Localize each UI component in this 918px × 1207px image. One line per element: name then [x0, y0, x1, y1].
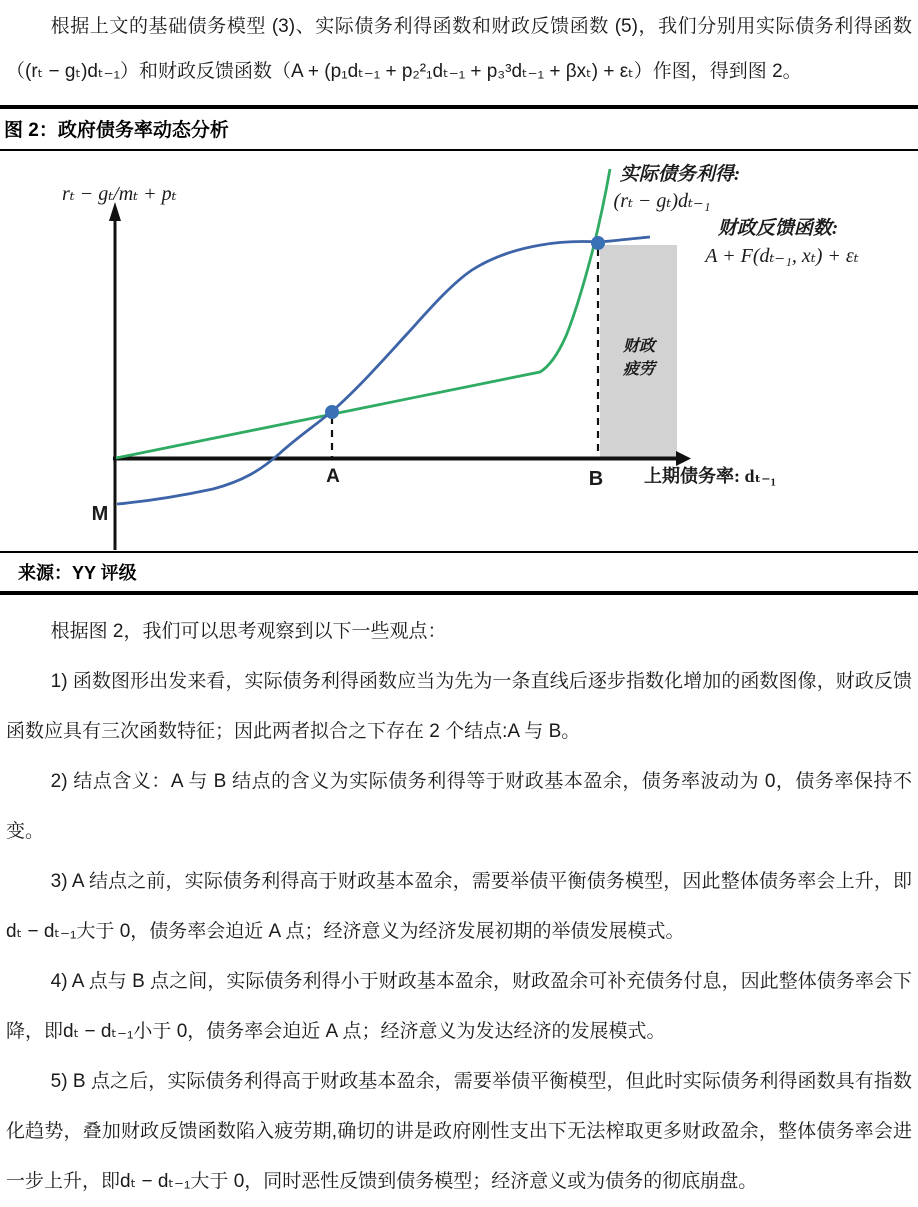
figure-title: 图 2：政府债务率动态分析	[0, 109, 918, 151]
y-axis-label: rₜ − gₜ/mₜ + pₜ	[62, 183, 177, 205]
debt-dynamics-chart	[0, 151, 918, 551]
point-a-label: A	[326, 466, 340, 487]
fiscal-feedback-curve	[117, 237, 650, 504]
observation-point-2: 2) 结点含义：A 与 B 结点的含义为实际债务利得等于财政基本盈余，债务率波动为 0，债务率保持不变。	[6, 771, 912, 842]
debt-gain-formula: (rₜ − gₜ)dₜ₋₁	[613, 190, 711, 212]
observation-point-5: 5) B 点之后，实际债务利得高于财政基本盈余，需要举债平衡模型，但此时实际债务利得函数具有指数化趋势，叠加财政反馈函数陷入疲劳期,确切的讲是政府刚性支出下无法榨取更多财政盈余，整体债务率会进一步上升，即dₜ − dₜ₋₁大于 0，同时恶性反馈到债务模型；经济意义或为债务的彻底崩盘。	[6, 1071, 912, 1192]
fiscal-feedback-formula: A + F(dₜ₋₁, xₜ) + εₜ	[705, 245, 859, 267]
observation-point-3: 3) A 结点之前，实际债务利得高于财政基本盈余，需要举债平衡债务模型，因此整体债务率会上升，即dₜ − dₜ₋₁大于 0，债务率会迫近 A 点；经济意义为经济发展初期的举债发展模式。	[6, 871, 912, 942]
x-axis-label: 上期债务率: dₜ₋₁	[644, 466, 777, 486]
debt-gain-label: 实际债务利得:	[619, 164, 741, 185]
figure-2	[0, 105, 918, 595]
point-b-label: B	[588, 468, 604, 490]
observation-point-4: 4) A 点与 B 点之间，实际债务利得小于财政基本盈余，财政盈余可补充债务付息，因此整体债务率会下降，即dₜ − dₜ₋₁小于 0，债务率会迫近 A 点；经济意义为发达经济的发展模式。	[6, 971, 912, 1042]
figure-chart	[0, 151, 918, 551]
observations-intro: 根据图 2，我们可以思考观察到以下一些观点：	[50, 621, 447, 642]
figure-source: 来源：YY 评级	[0, 551, 918, 591]
fiscal-fatigue-label-line2: 疲劳	[622, 361, 656, 378]
point-m-label: M	[91, 503, 109, 525]
intro-paragraph: 根据上文的基础债务模型 (3)、实际债务利得函数和财政反馈函数 (5)，我们分别用实际债务利得函数（(rₜ − gₜ)dₜ₋₁）和财政反馈函数（A + (p₁dₜ₋₁ + p₂²₁dₜ₋₁ + p₃³dₜ₋₁ + βxₜ) + εₜ）作图，得到图 2。	[6, 16, 912, 82]
x-axis-arrow-icon	[676, 451, 691, 466]
intersection-b-dot	[591, 236, 605, 250]
fiscal-fatigue-label-line1: 财政	[622, 338, 656, 355]
fiscal-feedback-label: 财政反馈函数:	[717, 218, 839, 239]
intersection-a-dot	[325, 405, 339, 419]
observation-point-1: 1) 函数图形出发来看，实际债务利得函数应当为先为一条直线后逐步指数化增加的函数图像，财政反馈函数应具有三次函数特征；因此两者拟合之下存在 2 个结点:A 与 B。	[6, 671, 912, 742]
debt-gain-curve	[116, 169, 610, 458]
